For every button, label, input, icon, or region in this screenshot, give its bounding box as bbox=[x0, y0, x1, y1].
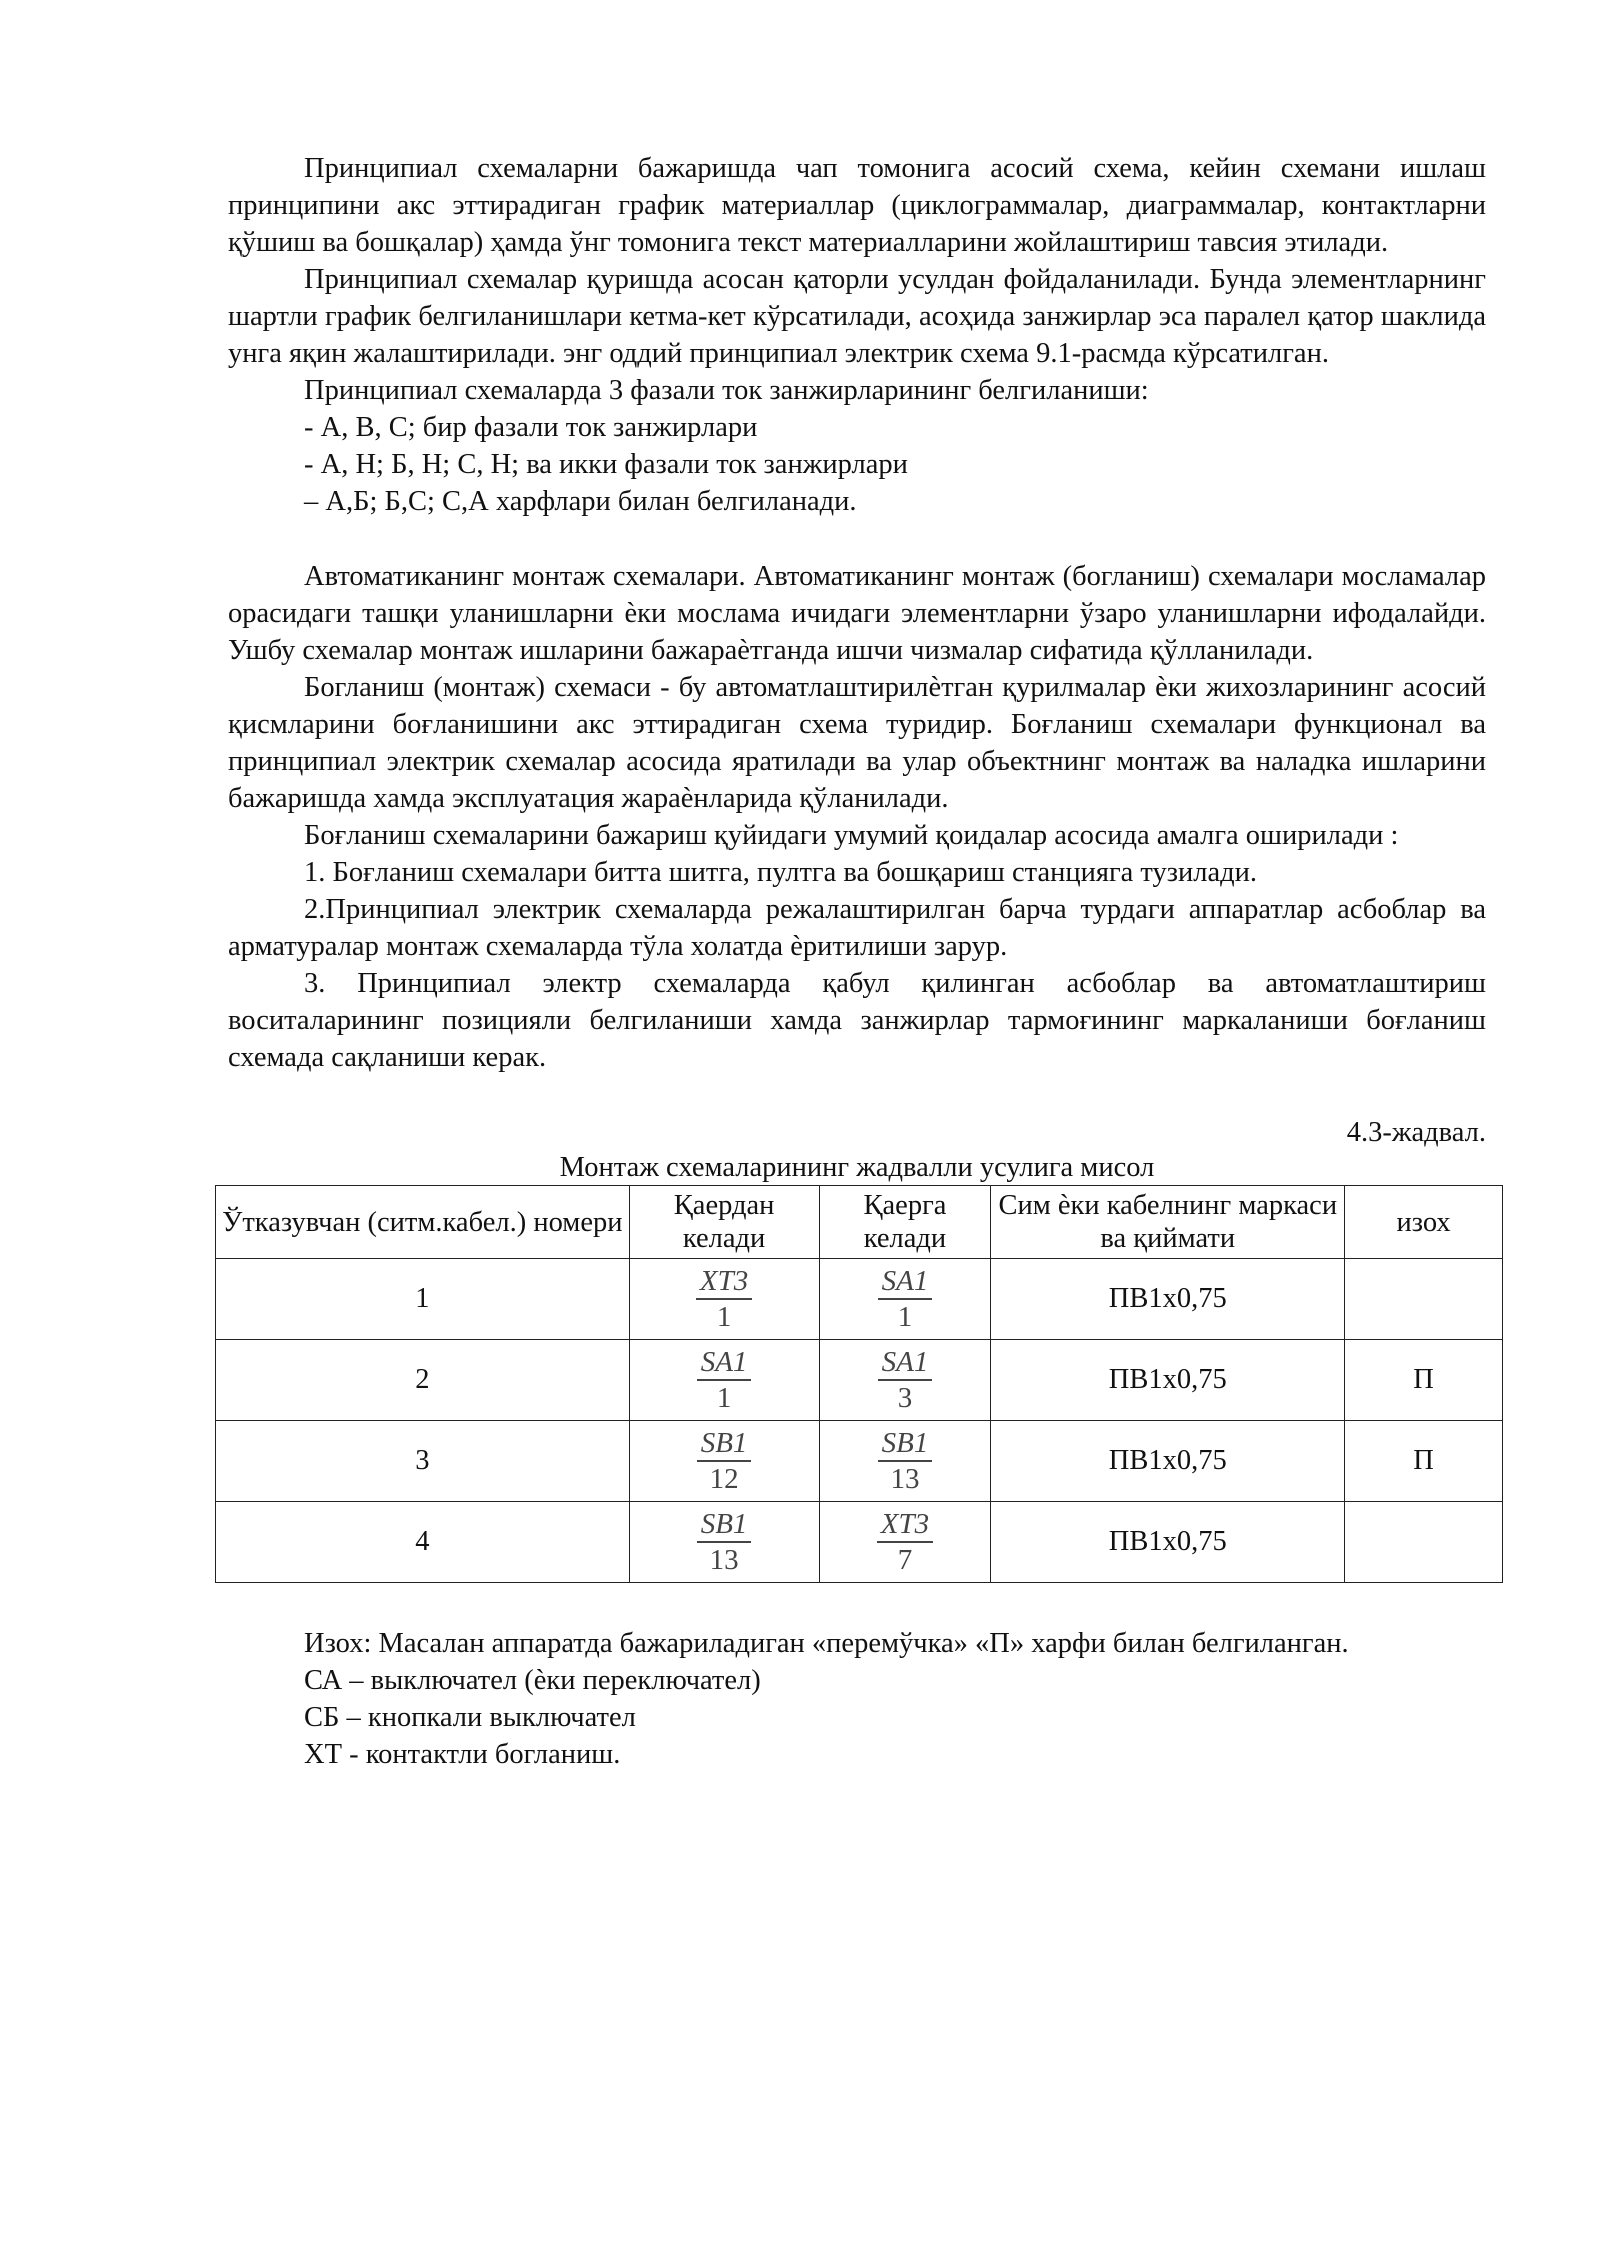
paragraph-montage-schemes: Автоматиканинг монтаж схемалари. Автоматиканинг монтаж (богланиш) схемалари мосламалар орасидаги ташқи уланишларни ѐки мослама ичидаги элементларни ўзаро уланишларни ифодалайди. Ушбу схемалар монтаж ишларини бажараѐтганда ишчи чизмалар сифатида қўлланилади. bbox=[228, 561, 1486, 666]
note-line: СБ – кнопкали выключател bbox=[304, 1702, 636, 1733]
paragraph-rules-intro: Боғланиш схемаларини бажариш қуйидаги умумий қоидалар асосида амалга оширилади : bbox=[304, 820, 1399, 851]
from-fraction bbox=[697, 1507, 752, 1576]
paragraph-phase-intro: Принципиал схемаларда 3 фазали ток занжирларининг белгиланиши: bbox=[304, 375, 1149, 406]
cell-note: П bbox=[1345, 1340, 1503, 1421]
paragraph-rule-1: 1. Боғланиш схемалари битта шитга, пултга ва бошқариш станцияга тузилади. bbox=[304, 857, 1258, 888]
header-to: Қаерга келади bbox=[819, 1186, 991, 1259]
table-row bbox=[216, 1340, 1503, 1421]
note-main: Изох: Масалан аппаратда бажариладиган «перемўчка» «П» харфи билан белгиланган. bbox=[304, 1628, 1349, 1659]
from-device: SA1 bbox=[697, 1348, 752, 1381]
cell-wire: ПВ1х0,75 bbox=[991, 1421, 1345, 1502]
paragraph-rule-3: 3. Принципиал электр схемаларда қабул қилинган асбоблар ва автоматлаштириш воситаларининг позицияли белгиланиши хамда занжирлар тармоғининг маркаланиши боғланиш схемада сақланиши керак. bbox=[228, 968, 1486, 1073]
document-page bbox=[222, 150, 1486, 1773]
notes-section bbox=[228, 1625, 1486, 1773]
cell-wire: ПВ1х0,75 bbox=[991, 1259, 1345, 1340]
to-fraction bbox=[878, 1264, 933, 1333]
header-wire-number: Ўтказувчан (ситм.кабел.) номери bbox=[216, 1186, 630, 1259]
phase-list-item: - А, В, С; бир фазали ток занжирлари bbox=[304, 412, 758, 443]
from-terminal: 12 bbox=[709, 1462, 739, 1495]
paragraph-principal-layout: Принципиал схемаларни бажаришда чап томонига асосий схема, кейин схемани ишлаш принципини акс эттирадиган график материаллар (циклограммалар, диаграммалар, контактларни қўшиш ва бошқалар) ҳамда ўнг томонига текст материалларини жойлаштириш тавсия этилади. bbox=[228, 153, 1486, 258]
to-device: XT3 bbox=[877, 1510, 933, 1543]
note-line: ХТ - контактли богланиш. bbox=[304, 1739, 621, 1770]
header-wire-brand: Сим ѐки кабелнинг маркаси ва қиймати bbox=[991, 1186, 1345, 1259]
cell-from bbox=[629, 1259, 819, 1340]
to-terminal: 7 bbox=[897, 1543, 913, 1576]
cell-note bbox=[1345, 1502, 1503, 1583]
to-fraction bbox=[878, 1345, 933, 1414]
to-terminal: 13 bbox=[890, 1462, 920, 1495]
cell-to bbox=[819, 1259, 991, 1340]
from-terminal: 1 bbox=[716, 1300, 732, 1333]
cell-from bbox=[629, 1421, 819, 1502]
cell-to bbox=[819, 1502, 991, 1583]
cell-wire: ПВ1х0,75 bbox=[991, 1340, 1345, 1421]
from-device: XT3 bbox=[696, 1267, 752, 1300]
table-caption: Монтаж схемаларининг жадвалли усулига мисол bbox=[559, 1152, 1155, 1183]
phase-list-item: – А,Б; Б,С; С,А харфлари билан белгиланади. bbox=[304, 486, 857, 517]
montage-table bbox=[215, 1185, 1503, 1583]
table-row bbox=[216, 1259, 1503, 1340]
from-terminal: 13 bbox=[709, 1543, 739, 1576]
from-fraction bbox=[697, 1426, 752, 1495]
spacer bbox=[228, 520, 1486, 558]
cell-from bbox=[629, 1340, 819, 1421]
to-fraction bbox=[878, 1426, 933, 1495]
cell-note bbox=[1345, 1259, 1503, 1340]
cell-to bbox=[819, 1340, 991, 1421]
from-fraction bbox=[697, 1345, 752, 1414]
to-device: SA1 bbox=[878, 1267, 933, 1300]
to-terminal: 1 bbox=[897, 1300, 913, 1333]
cell-to bbox=[819, 1421, 991, 1502]
paragraph-rule-2: 2.Принципиал электрик схемаларда режалаштирилган барча турдаги аппаратлар асбоблар ва арматуралар монтаж схемаларда тўла холатда ѐритилиши зарур. bbox=[228, 894, 1486, 962]
spacer bbox=[228, 1076, 1486, 1114]
cell-number: 2 bbox=[216, 1340, 630, 1421]
header-from: Қаердан келади bbox=[629, 1186, 819, 1259]
paragraph-connection-scheme: Богланиш (монтаж) схемаси - бу автоматлаштирилѐтган қурилмалар ѐки жихозларининг асосий қисмларини боғланишини акс эттирадиган схема туридир. Боғланиш схемалари функционал ва принципиал электрик схемалар асосида яратилади ва улар объектнинг монтаж ва наладка ишларини бажаришда хамда эксплуатация жараѐнларида қўланилади. bbox=[228, 672, 1486, 814]
to-terminal: 3 bbox=[897, 1381, 913, 1414]
cell-from bbox=[629, 1502, 819, 1583]
note-line: СА – выключател (ѐки переключател) bbox=[304, 1665, 761, 1696]
cell-number: 1 bbox=[216, 1259, 630, 1340]
cell-number: 3 bbox=[216, 1421, 630, 1502]
table-number: 4.3-жадвал. bbox=[1346, 1117, 1486, 1148]
from-device: SB1 bbox=[697, 1429, 752, 1462]
cell-note: П bbox=[1345, 1421, 1503, 1502]
table-row bbox=[216, 1502, 1503, 1583]
phase-list-item: - А, Н; Б, Н; С, Н; ва икки фазали ток занжирлари bbox=[304, 449, 908, 480]
table-header-row bbox=[216, 1186, 1503, 1259]
table-row bbox=[216, 1421, 1503, 1502]
to-device: SB1 bbox=[878, 1429, 933, 1462]
from-device: SB1 bbox=[697, 1510, 752, 1543]
paragraph-principal-construction: Принципиал схемалар қуришда асосан қаторли усулдан фойдаланилади. Бунда элементларнинг шартли график белгиланишлари кетма-кет кўрсатилади, асоҳида занжирлар эса паралел қатор шаклида унга яқин жалаштирилади. энг оддий принципиал электрик схема 9.1-расмда кўрсатилган. bbox=[228, 264, 1486, 369]
cell-number: 4 bbox=[216, 1502, 630, 1583]
header-note: изох bbox=[1345, 1186, 1503, 1259]
to-device: SA1 bbox=[878, 1348, 933, 1381]
to-fraction bbox=[877, 1507, 933, 1576]
cell-wire: ПВ1х0,75 bbox=[991, 1502, 1345, 1583]
from-terminal: 1 bbox=[716, 1381, 732, 1414]
from-fraction bbox=[696, 1264, 752, 1333]
